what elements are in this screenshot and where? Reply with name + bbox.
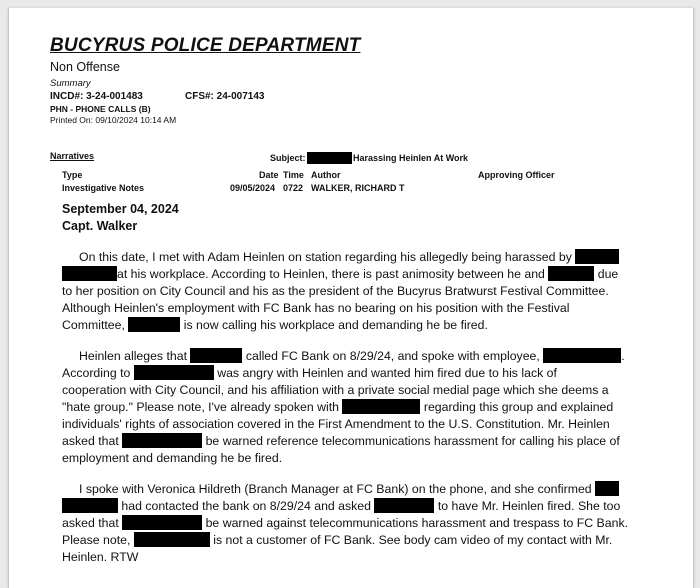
redaction-block [128, 317, 180, 332]
p2-text: employment and demanding he be fired. [62, 451, 283, 465]
cfs-number: CFS#: 24-007143 [185, 91, 265, 102]
redaction-block [134, 532, 210, 547]
row-author: WALKER, RICHARD T [311, 183, 405, 193]
p1-text: at his workplace. According to Heinlen, there is past animosity between he and [117, 267, 545, 281]
redaction-block [134, 365, 214, 380]
p2-text: be warned reference telecommunications harassment for calling his place of [205, 434, 620, 448]
p3-text: I spoke with Veronica Hildreth (Branch Manager at FC Bank) on the phone, and she confirmed [79, 482, 592, 496]
entry-author: Capt. Walker [62, 219, 138, 233]
incident-number: INCD#: 3-24-001483 [50, 91, 143, 102]
p3-text: Heinlen. RTW [62, 550, 139, 564]
phn-code: PHN - PHONE CALLS (B) [50, 104, 151, 114]
entry-date: September 04, 2024 [62, 202, 179, 216]
subject-text: Harassing Heinlen At Work [353, 153, 469, 163]
p2-text: Heinlen alleges that [79, 349, 188, 363]
col-time: Time [283, 170, 304, 180]
narratives-label: Narratives [50, 151, 95, 161]
p3-text: Please note, [62, 533, 131, 547]
redaction-block [595, 481, 619, 496]
p1-text: to her position on City Council and his as the president of the Bucyrus Bratwurst Festival Committee. [62, 284, 609, 298]
summary-label: Summary [50, 78, 91, 89]
redaction-block [62, 266, 117, 281]
p3-text: asked that [62, 516, 119, 530]
document-page [8, 8, 694, 588]
row-date: 09/05/2024 [230, 183, 276, 193]
p1-text: On this date, I met with Adam Heinlen on station regarding his allegedly being harassed by [79, 250, 572, 264]
narrative-paragraph-2 [62, 348, 637, 467]
department-title: BUCYRUS POLICE DEPARTMENT [50, 35, 361, 56]
col-type: Type [62, 170, 83, 180]
redaction-block [342, 399, 420, 414]
p2-text: . [621, 349, 625, 363]
p2-text: called FC Bank on 8/29/24, and spoke with employee, [245, 349, 540, 363]
p2-text: "hate group." Please note, I've already spoken with [62, 400, 339, 414]
p2-text: was angry with Heinlen and wanted him fired due to his lack of [217, 366, 557, 380]
p2-text: cooperation with City Council, and his affiliation with a private social medial page which she deems a [62, 383, 609, 397]
p2-text: According to [62, 366, 131, 380]
redaction-block [190, 348, 242, 363]
col-date: Date [259, 170, 279, 180]
report-type: Non Offense [50, 60, 120, 74]
narrative-paragraph-1 [62, 249, 637, 334]
redaction-block [548, 266, 594, 281]
p2-text: asked that [62, 434, 119, 448]
redaction-block [122, 515, 202, 530]
p3-text: had contacted the bank on 8/29/24 and asked [121, 499, 371, 513]
redaction-block [374, 498, 434, 513]
p1-text: Although Heinlen's employment with FC Bank has no bearing on his position with the Festival [62, 301, 570, 315]
subject-label: Subject: [270, 153, 306, 163]
row-type: Investigative Notes [62, 183, 145, 193]
redaction-block [575, 249, 619, 264]
col-approving-officer: Approving Officer [478, 170, 555, 180]
narrative-paragraph-3 [62, 481, 637, 566]
redaction-block [307, 152, 352, 164]
printed-on: Printed On: 09/10/2024 10:14 AM [50, 115, 177, 125]
redaction-block [62, 498, 118, 513]
p3-text: be warned against telecommunications harassment and trespass to FC Bank. [205, 516, 629, 530]
redaction-block [122, 433, 202, 448]
p2-text: individuals' rights of association covered in the First Amendment to the U.S. Constitution. Mr. Heinlen [62, 417, 610, 431]
p2-text: regarding this group and explained [423, 400, 614, 414]
p1-text: is now calling his workplace and demanding he be fired. [183, 318, 488, 332]
row-time: 0722 [283, 183, 304, 193]
p1-text: Committee, [62, 318, 125, 332]
redaction-block [543, 348, 621, 363]
p3-text: to have Mr. Heinlen fired. She too [437, 499, 621, 513]
p3-text: is not a customer of FC Bank. See body cam video of my contact with Mr. [213, 533, 613, 547]
col-author: Author [311, 170, 341, 180]
p1-text: due [597, 267, 619, 281]
